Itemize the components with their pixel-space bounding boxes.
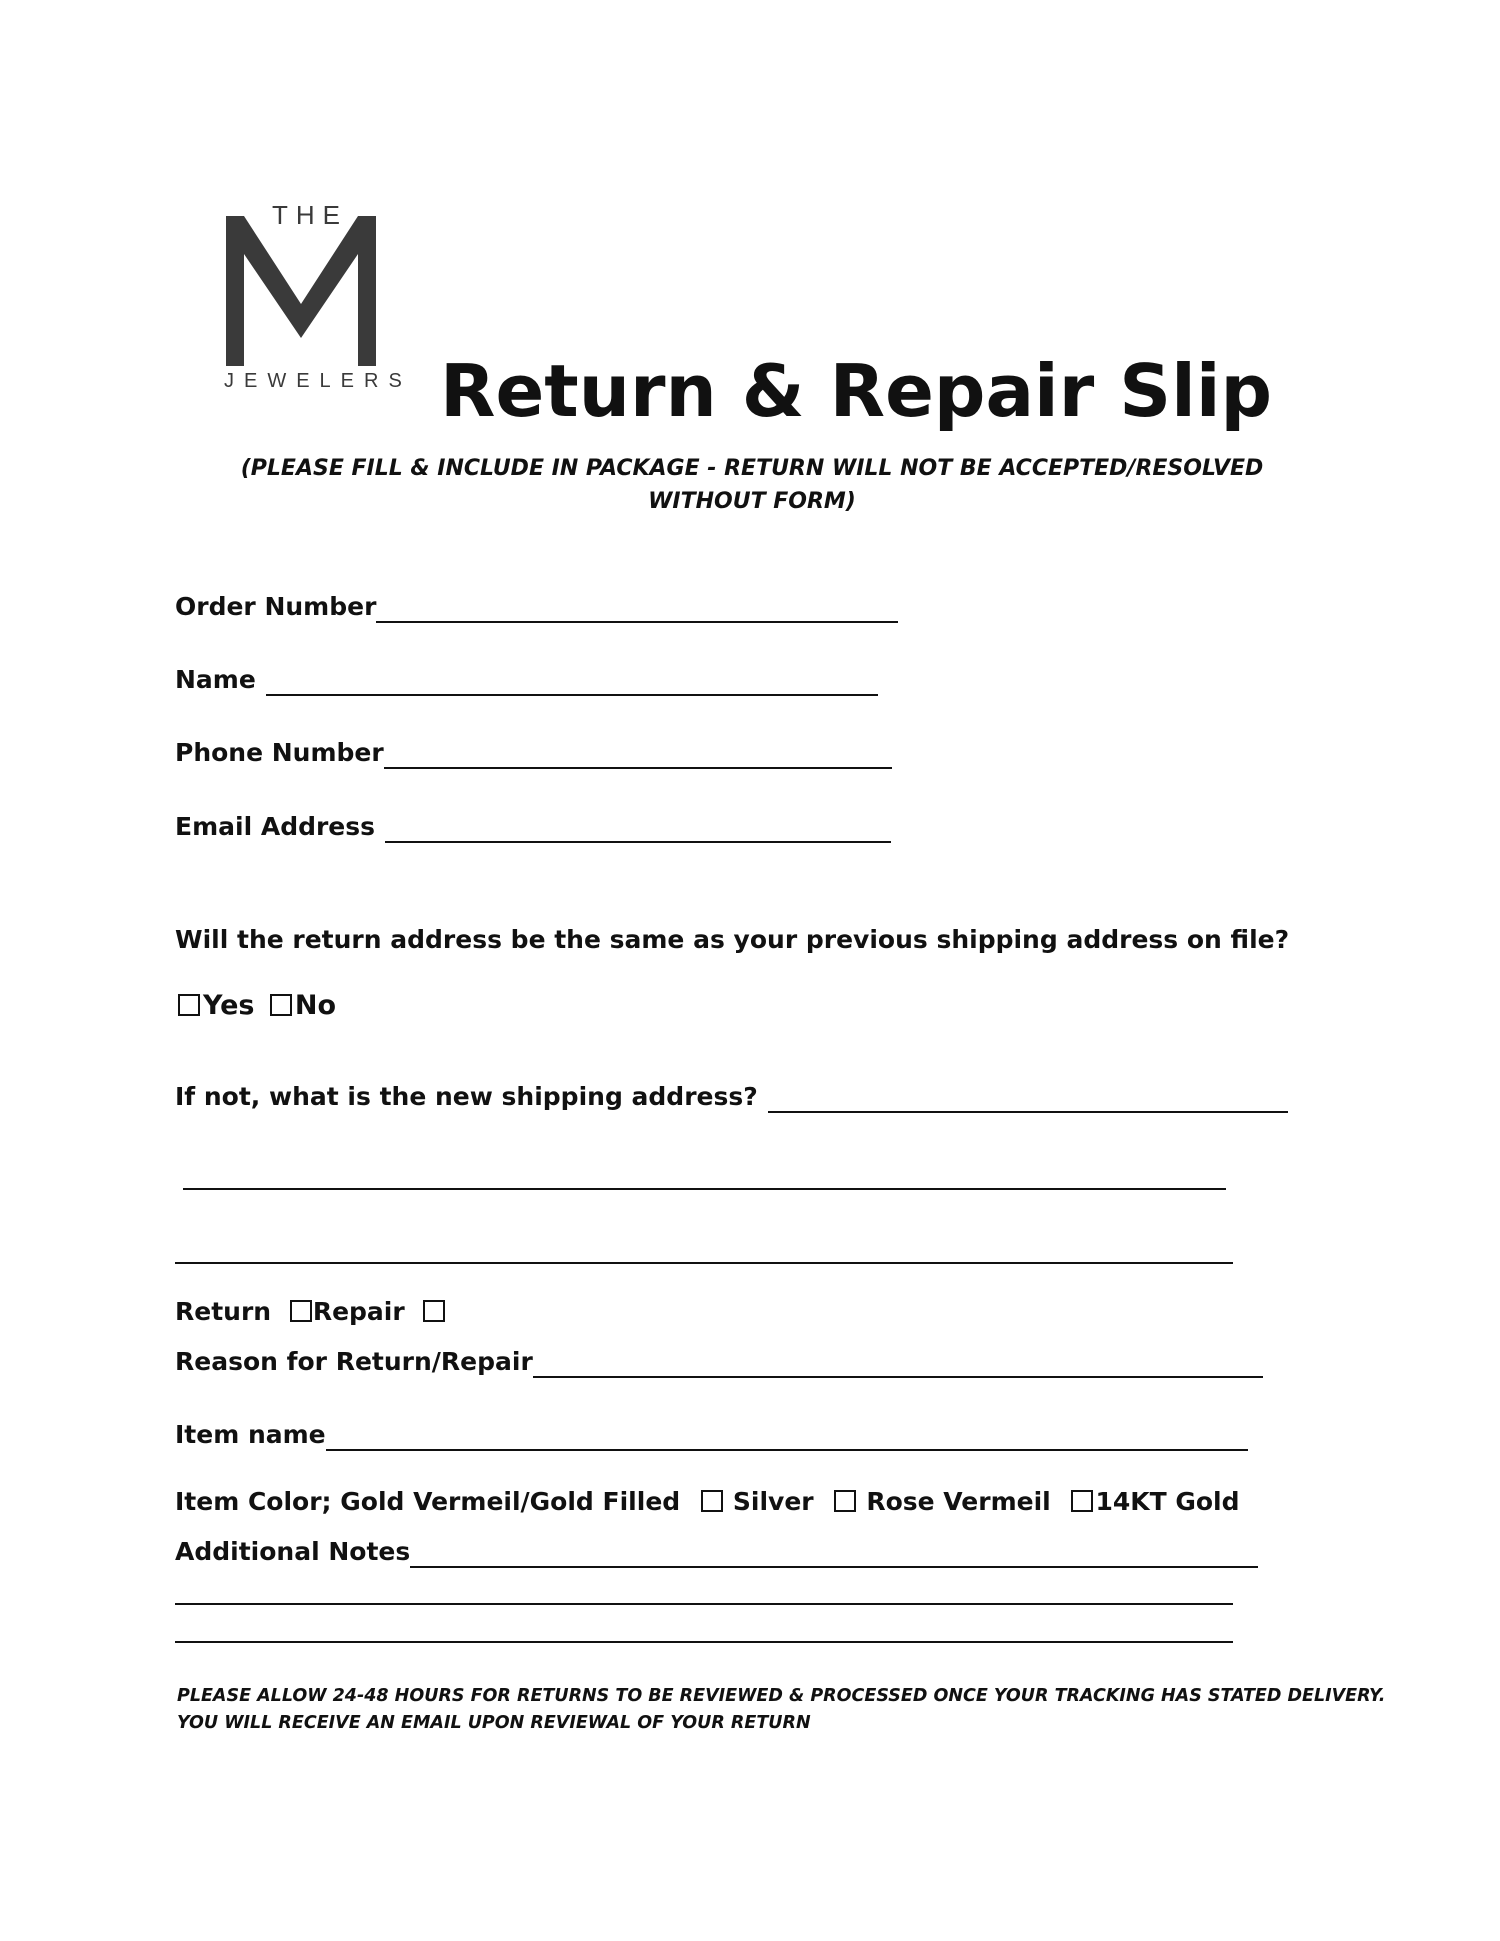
new-address-input-line-1[interactable] [768,1085,1288,1113]
additional-notes-field [175,1536,1258,1568]
footer-line-1: PLEASE ALLOW 24-48 HOURS FOR RETURNS TO BE REVIEWED & PROCESSED ONCE YOUR TRACKING HAS STATED DELIVERY. [177,1686,1386,1706]
same-address-options [178,990,336,1022]
rose-vermeil-label: Rose Vermeil [866,1487,1051,1516]
email-address-field [175,811,891,843]
yes-label: Yes [203,990,255,1021]
additional-notes-input-line-3[interactable] [175,1641,1233,1643]
name-field [175,664,878,696]
return-label: Return [175,1297,272,1326]
reason-label: Reason for Return/Repair [175,1347,533,1376]
additional-notes-input-line-2[interactable] [175,1603,1233,1605]
silver-checkbox[interactable] [834,1490,856,1512]
item-name-label: Item name [175,1420,326,1449]
additional-notes-input-line-1[interactable] [410,1540,1258,1568]
item-color-options [175,1486,1240,1518]
new-address-input-line-2[interactable] [183,1188,1226,1190]
name-label: Name [175,665,256,694]
page-subtitle: (PLEASE FILL & INCLUDE IN PACKAGE - RETURN WILL NOT BE ACCEPTED/RESOLVED WITHOUT FORM) [240,456,1264,514]
brand-logo [216,200,412,400]
item-color-label: Item Color; Gold Vermeil/Gold Filled [175,1487,681,1516]
name-input-line[interactable] [266,668,878,696]
silver-label: Silver [732,1487,814,1516]
item-name-input-line[interactable] [326,1423,1248,1451]
page-title: Return & Repair Slip [440,349,1273,433]
new-address-label: If not, what is the new shipping address? [175,1082,758,1111]
order-number-label: Order Number [175,592,377,621]
gold-14kt-label: 14KT Gold [1095,1487,1240,1516]
repair-label: Repair [312,1297,405,1326]
reason-field [175,1346,1263,1378]
return-checkbox[interactable] [290,1300,312,1322]
item-name-field [175,1419,1248,1451]
reason-input-line[interactable] [533,1350,1263,1378]
additional-notes-label: Additional Notes [175,1537,411,1566]
new-address-input-line-3[interactable] [175,1262,1233,1264]
phone-number-input-line[interactable] [384,741,892,769]
phone-number-label: Phone Number [175,738,384,767]
rose-vermeil-checkbox[interactable] [1071,1490,1093,1512]
footer-note [177,1683,1385,1737]
new-address-field [175,1081,1288,1113]
return-address-question: Will the return address be the same as your previous shipping address on file? [175,925,1290,954]
email-address-input-line[interactable] [385,815,891,843]
no-label: No [294,990,337,1021]
email-address-label: Email Address [175,812,376,841]
logo-bottom-text: JEWELERS [224,370,412,392]
gold-vermeil-checkbox[interactable] [701,1490,723,1512]
footer-line-2: YOU WILL RECEIVE AN EMAIL UPON REVIEWAL OF YOUR RETURN [177,1713,811,1733]
no-checkbox[interactable] [270,994,292,1016]
request-type-options [175,1296,448,1328]
logo-m-mark [226,206,376,376]
repair-checkbox[interactable] [423,1300,445,1322]
order-number-field [175,591,898,623]
yes-checkbox[interactable] [178,994,200,1016]
logo-top-text: THE [272,200,348,230]
order-number-input-line[interactable] [376,595,898,623]
phone-number-field [175,737,892,769]
